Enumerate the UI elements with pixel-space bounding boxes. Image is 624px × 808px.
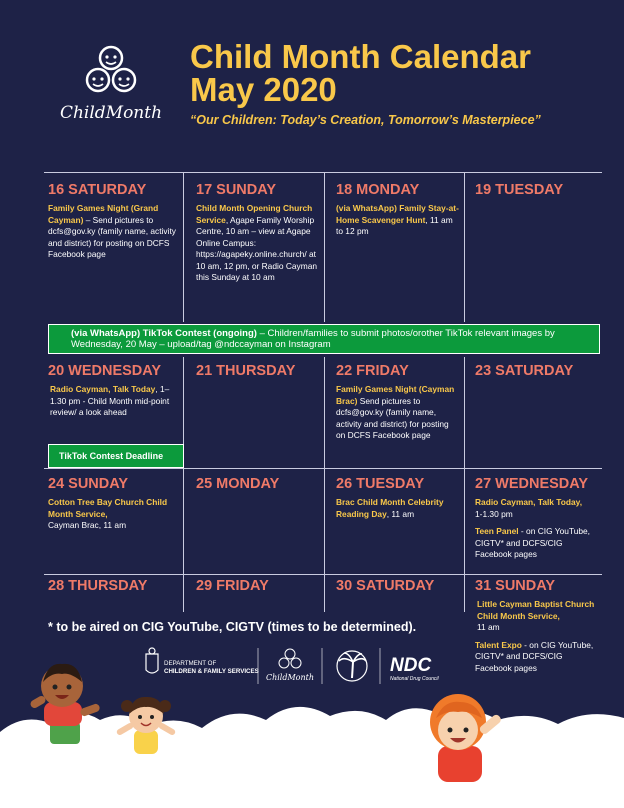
event-title: Brac Child Month Celebrity Reading Day [336,497,444,519]
day-label: 20 WEDNESDAY [48,363,162,379]
day-cell-17 [196,182,324,284]
event-title: Radio Cayman, Talk Today [50,384,156,394]
event-desc: Send pictures to dcfs@gov.ky (family name, activity and district) for posting on DCFS Facebook page [336,395,449,440]
day-cell-28 [48,578,176,599]
banner-event: (via WhatsApp) TikTok Contest (ongoing) [71,328,257,339]
event-title: Teen Panel [475,526,519,536]
day-label: 25 MONDAY [196,476,280,492]
day-cell-21 [196,363,324,384]
event-desc: , Agape Family Worship Centre, 10 am – view at Agape Online Campus: https://agapeky.online.church/ at 10 am, 12 pm, or Radio Cayman this Sunday at 10 am [196,214,318,282]
ndc-logo-text: NDC [390,655,432,676]
event-title: Little Cayman Baptist Church Child Month Service, [477,599,595,621]
event-title: (via WhatsApp) Family Stay-at-Home Scavenger Hunt [336,203,459,225]
dcfs-line2: CHILDREN & FAMILY SERVICES [164,668,259,675]
event-desc: , 11 am to 12 pm [336,214,453,236]
grid-line [44,468,602,469]
event-desc: 1-1.30 pm [475,508,513,519]
day-cell-30 [336,578,460,599]
day-cell-29 [196,578,324,599]
grid-line [44,172,602,173]
ndc-sub-text: National Drug Council [390,676,439,682]
grid-divider [183,172,184,322]
event-desc: 11 am [477,622,500,632]
grid-divider [324,172,325,322]
day-label: 17 SUNDAY [196,182,277,198]
day-cell-27 [475,476,599,561]
day-cell-20 [48,363,176,419]
footnote: * to be aired on CIG YouTube, CIGTV (times to be determined). [48,620,417,634]
day-label: 23 SATURDAY [475,363,574,379]
childmonth-small-text: ChildMonth [265,673,315,682]
dcfs-line1: DEPARTMENT OF [164,660,217,667]
event-title: Radio Cayman, Talk Today, [475,497,583,507]
event-desc: , 11 am [386,508,415,519]
event-desc: – Send pictures to dcfs@gov.ky (family name, activity and district) for posting on DCFS Facebook page [48,214,176,259]
tiktok-deadline-badge: TikTok Contest Deadline [48,444,184,468]
event-desc: , 1–1.30 pm - Child Month mid-point review/ a look ahead [50,384,170,417]
event-title: Child Month Opening Church Service [196,203,313,225]
day-label: 21 THURSDAY [196,363,296,379]
day-cell-16 [48,182,176,261]
day-label: 16 SATURDAY [48,182,147,198]
day-label: 27 WEDNESDAY [475,476,589,492]
day-cell-25 [196,476,324,497]
event-desc: Cayman Brac, 11 am [48,520,127,530]
event-title: Talent Expo [475,639,522,650]
day-label: 30 SATURDAY [336,578,435,594]
title-line1: Child Month Calendar [190,38,531,75]
day-label: 26 TUESDAY [336,476,425,492]
grid-line [44,574,602,575]
logo-text: ChildMonth [59,103,163,123]
grid-divider [464,172,465,322]
event-title: Cotton Tree Bay Church Child Month Service, [48,497,168,519]
day-label: 18 MONDAY [336,182,420,198]
child-month-logo [56,42,166,130]
page-title [190,40,531,106]
day-cell-19 [475,182,599,203]
event-desc: - on CIG YouTube, CIGTV* and DCFS/CIG Facebook pages [475,639,594,673]
tagline: “Our Children: Today’s Creation, Tomorrow’s Masterpiece” [190,113,541,127]
day-label: 28 THURSDAY [48,578,148,594]
day-cell-24 [48,476,176,532]
event-desc: - on CIG YouTube, CIGTV* and DCFS/CIG Facebook pages [475,526,590,559]
day-cell-26 [336,476,460,520]
day-label: 31 SUNDAY [475,578,556,594]
day-label: 29 FRIDAY [196,578,269,594]
kids-illustration [0,660,624,808]
title-line2: May 2020 [190,71,337,108]
day-cell-23 [475,363,599,384]
day-cell-22 [336,363,460,442]
day-label: 22 FRIDAY [336,363,409,379]
cloud-shape [0,707,624,808]
day-label: 24 SUNDAY [48,476,129,492]
day-label: 19 TUESDAY [475,182,564,198]
event-title: Family Games Night (Cayman Brac) [336,384,455,406]
event-title: Family Games Night (Grand Cayman) [48,203,159,225]
day-cell-18 [336,182,460,238]
tiktok-banner [48,324,600,354]
banner-desc: – Children/families to submit photos/orother TikTok relevant images by Wednesday, 20 May – upload/tag @ndccayman on Instagram [71,328,555,350]
